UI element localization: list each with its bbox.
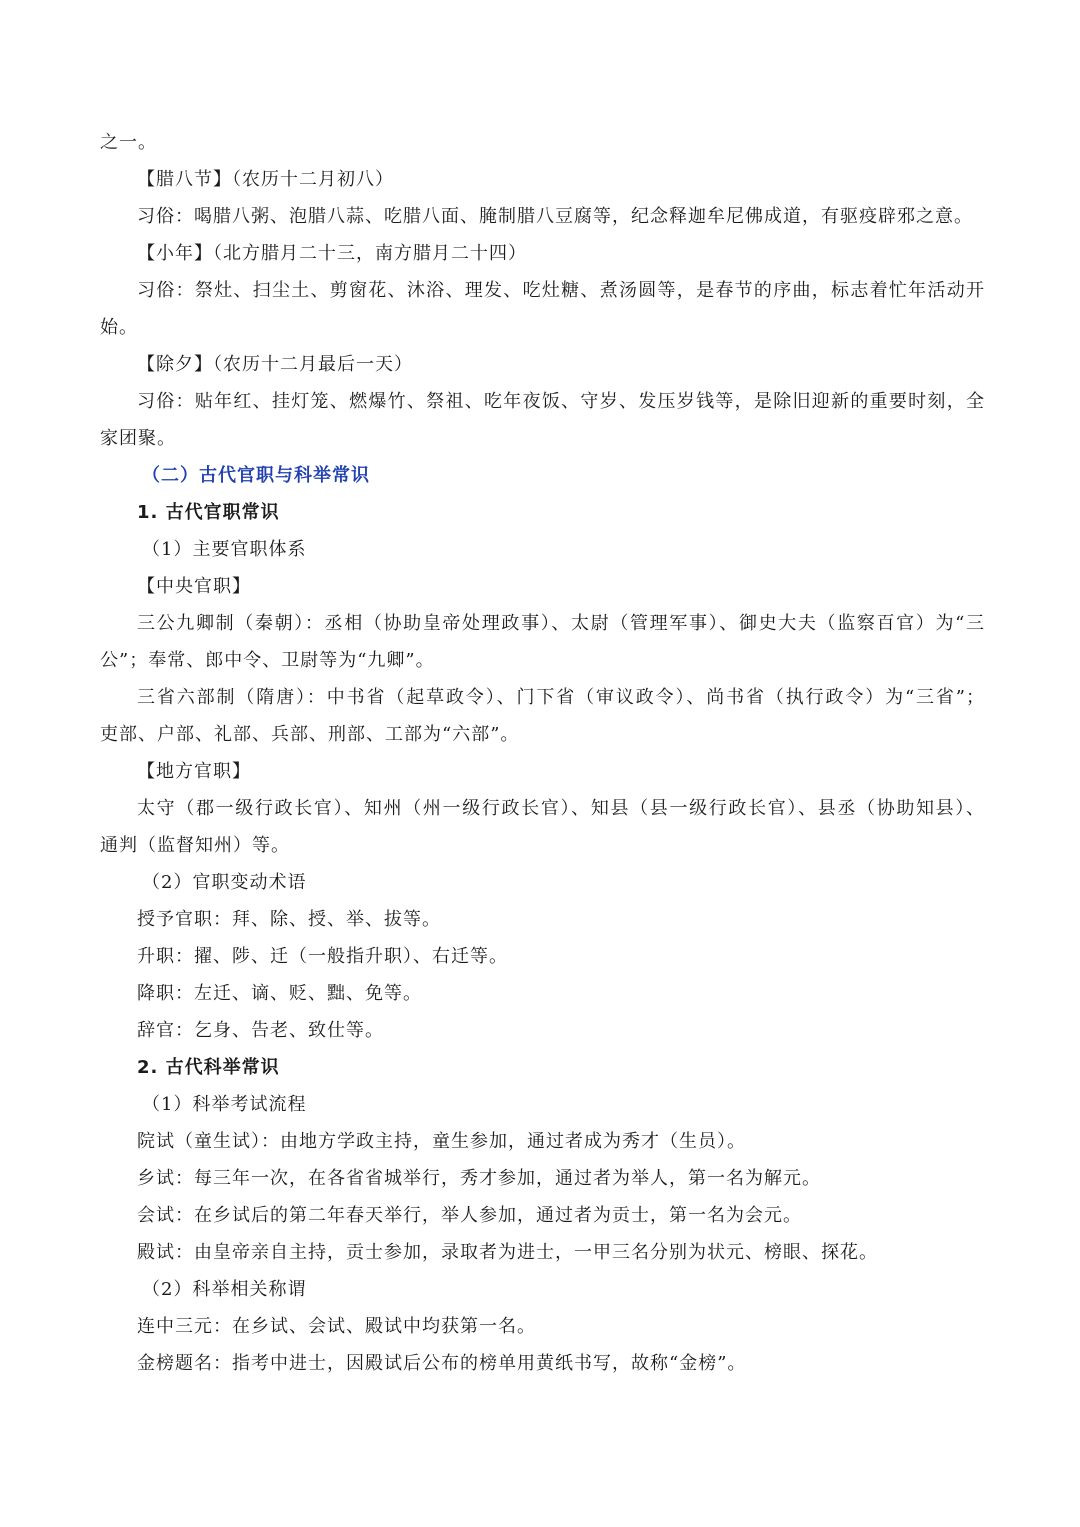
label-local-officials: 【地方官职】 [137, 761, 251, 782]
text-jinbang-timing: 金榜题名：指考中进士，因殿试后公布的榜单用黄纸书写，故称“金榜”。 [137, 1353, 747, 1374]
custom-text-xiaonian-cont: 始。 [100, 317, 138, 338]
custom-text-xiaonian: 习俗：祭灶、扫尘土、剪窗花、沐浴、理发、吃灶糖、煮汤圆等，是春节的序曲，标志着忙年活动开 [137, 280, 985, 301]
festival-heading-xiaonian: 【小年】（北方腊月二十三，南方腊月二十四） [137, 243, 527, 264]
text-resign: 辞官：乞身、告老、致仕等。 [137, 1020, 384, 1041]
festival-heading-chuxi: 【除夕】（农历十二月最后一天） [137, 354, 413, 375]
text-demote: 降职：左迁、谪、贬、黜、免等。 [137, 983, 422, 1004]
custom-text-laba: 习俗：喝腊八粥、泡腊八蒜、吃腊八面、腌制腊八豆腐等，纪念释迦牟尼佛成道，有驱疫辟邪之意。 [137, 206, 973, 227]
label-central-officials: 【中央官职】 [137, 576, 251, 597]
item-heading-exam-process: （1）科举考试流程 [142, 1094, 307, 1115]
text-sangong-jiuqing-cont: 公”；奉常、郎中令、卫尉等为“九卿”。 [100, 650, 435, 671]
text-local-officials: 太守（郡一级行政长官）、知州（州一级行政长官）、知县（县一级行政长官）、县丞（协助知县）、 [137, 798, 985, 819]
festival-heading-laba: 【腊八节】（农历十二月初八） [137, 169, 394, 190]
continuation-text: 之一。 [100, 132, 157, 153]
text-huishi: 会试：在乡试后的第二年春天举行，举人参加，通过者为贡士，第一名为会元。 [137, 1205, 802, 1226]
item-heading-official-terms: （2）官职变动术语 [142, 872, 307, 893]
text-promote: 升职：擢、陟、迁（一般指升职）、右迁等。 [137, 946, 508, 967]
subsection-heading-exams: 2. 古代科举常识 [137, 1057, 280, 1078]
section-heading-official-exam: （二）古代官职与科举常识 [142, 465, 370, 486]
text-lianzhong-sanyuan: 连中三元：在乡试、会试、殿试中均获第一名。 [137, 1316, 536, 1337]
text-yuanshi: 院试（童生试）：由地方学政主持，童生参加，通过者成为秀才（生员）。 [137, 1131, 746, 1152]
text-sansheng-liubu-cont: 吏部、户部、礼部、兵部、刑部、工部为“六部”。 [100, 724, 520, 745]
text-local-officials-cont: 通判（监督知州）等。 [100, 835, 290, 856]
custom-text-chuxi-cont: 家团聚。 [100, 428, 176, 449]
subsection-heading-officials: 1. 古代官职常识 [137, 502, 280, 523]
text-dianshi: 殿试：由皇帝亲自主持，贡士参加，录取者为进士，一甲三名分别为状元、榜眼、探花。 [137, 1242, 878, 1263]
item-heading-official-system: （1）主要官职体系 [142, 539, 307, 560]
custom-text-chuxi: 习俗：贴年红、挂灯笼、燃爆竹、祭祖、吃年夜饭、守岁、发压岁钱等，是除旧迎新的重要时刻，全 [137, 391, 985, 412]
item-heading-exam-titles: （2）科举相关称谓 [142, 1279, 307, 1300]
text-appoint: 授予官职：拜、除、授、举、拔等。 [137, 909, 441, 930]
text-sangong-jiuqing: 三公九卿制（秦朝）：丞相（协助皇帝处理政事）、太尉（管理军事）、御史大夫（监察百官）为“三 [137, 613, 985, 634]
text-xiangshi: 乡试：每三年一次，在各省省城举行，秀才参加，通过者为举人，第一名为解元。 [137, 1168, 821, 1189]
text-sansheng-liubu: 三省六部制（隋唐）：中书省（起草政令）、门下省（审议政令）、尚书省（执行政令）为“三省”； [137, 687, 985, 708]
